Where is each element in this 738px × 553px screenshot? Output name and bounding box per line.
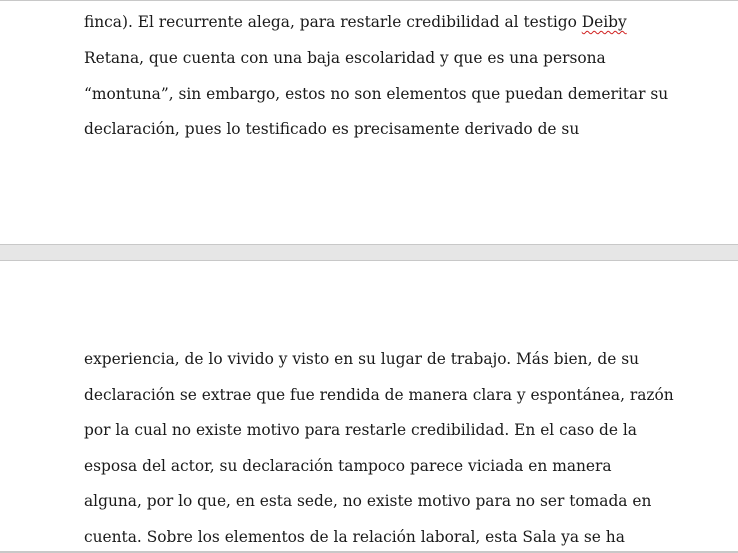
paragraph-line-4 <box>84 119 579 139</box>
line-text: Retana, que cuenta con una baja escolaridad y que es una persona <box>84 49 606 67</box>
line-text: declaración, pues lo testificado es precisamente derivado de su <box>84 120 580 138</box>
paragraph-line-8: esposa del actor, su declaración tampoco parece viciada en manera <box>84 457 612 475</box>
paragraph-line-6: declaración se extrae que fue rendida de manera clara y espontánea, razón <box>84 386 674 404</box>
document-page-1[interactable] <box>0 0 738 245</box>
paragraph-line-7: por la cual no existe motivo para restarle credibilidad. En el caso de la <box>84 421 637 439</box>
line-text: “montuna”, sin embargo, estos no son elementos que puedan demeritar su <box>84 85 669 103</box>
paragraph-line-2 <box>84 48 606 68</box>
paragraph-line-3 <box>84 84 668 104</box>
paragraph-line-10: cuenta. Sobre los elementos de la relación laboral, esta Sala ya se ha <box>84 528 625 546</box>
line-text: finca). El recurrente alega, para restarle credibilidad al testigo <box>84 13 582 31</box>
paragraph-line-5: experiencia, de lo vivido y visto en su lugar de trabajo. Más bien, de su <box>84 350 640 368</box>
spelling-flagged-word[interactable]: Deiby <box>581 13 627 31</box>
paragraph-line-1 <box>84 12 627 32</box>
page-break-gap <box>0 245 738 260</box>
paragraph-line-9: alguna, por lo que, en esta sede, no existe motivo para no ser tomada en <box>84 492 652 510</box>
document-page-2[interactable] <box>0 260 738 553</box>
